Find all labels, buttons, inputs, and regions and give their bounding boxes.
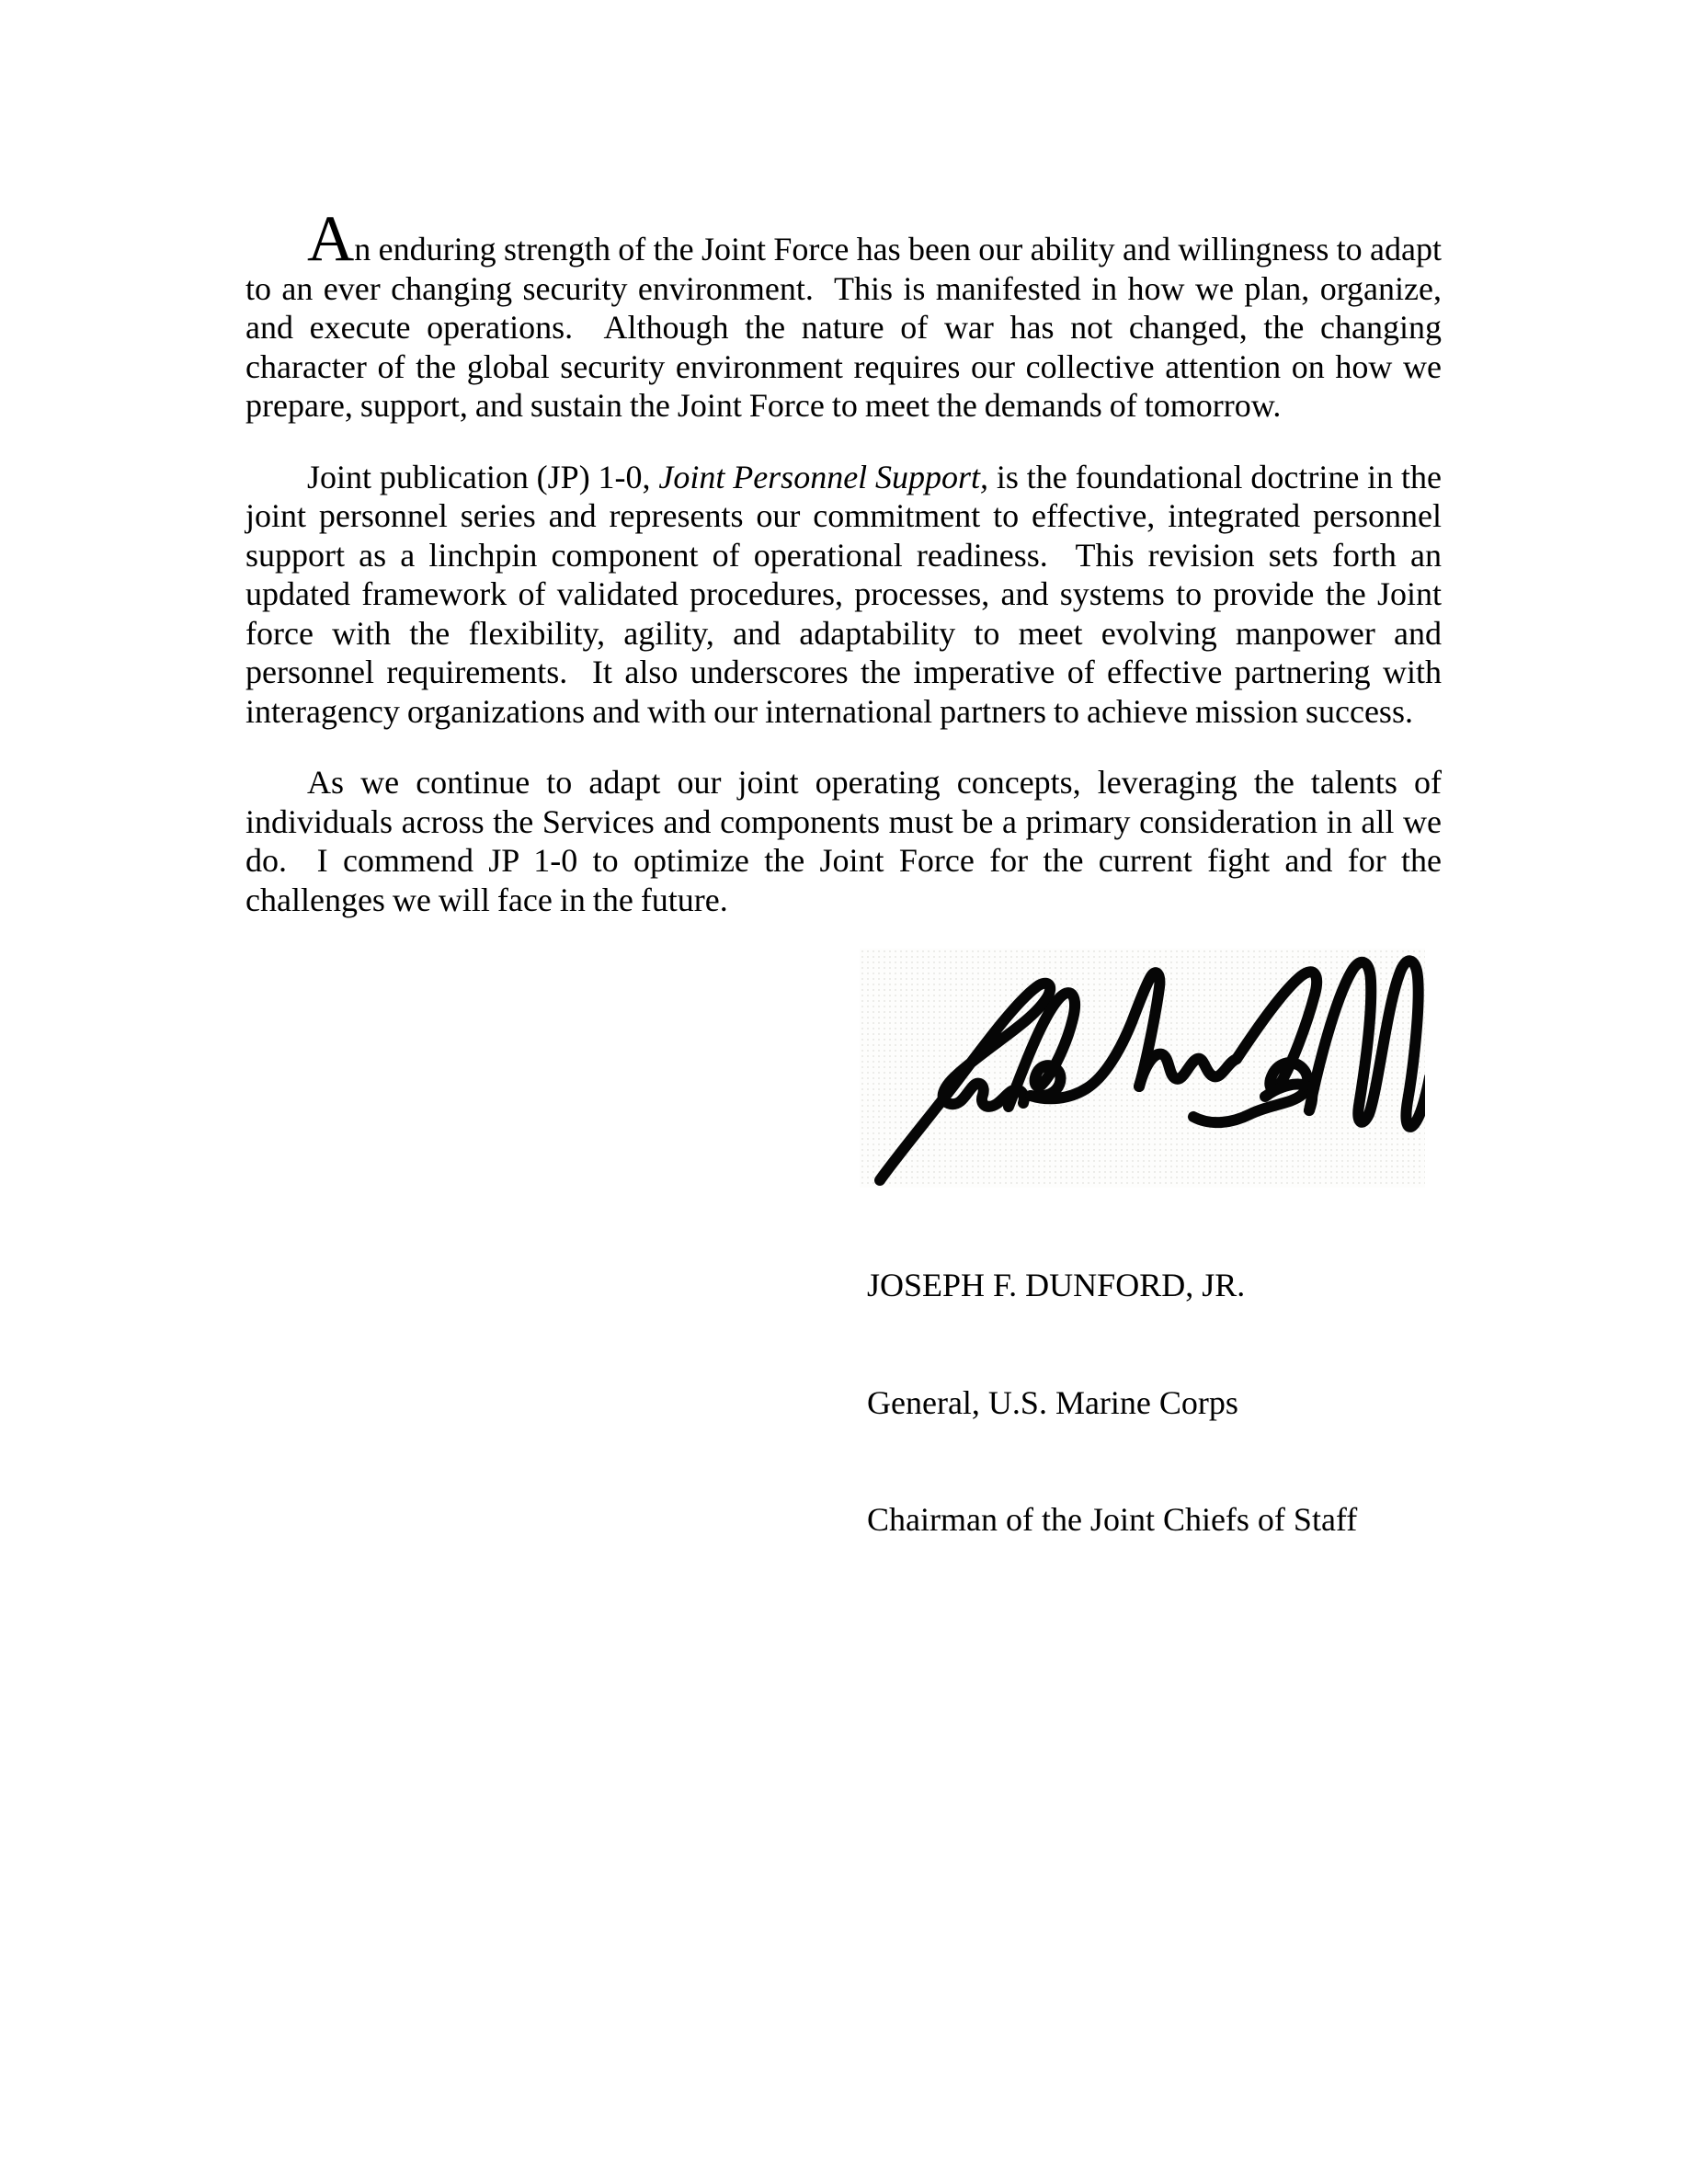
paragraph-doctrine (245, 458, 1450, 732)
signatory-title: Chairman of the Joint Chiefs of Staff (867, 1501, 1358, 1538)
paragraph-opening-text: n enduring strength of the Joint Force has been our ability and willingness to adapt to an ever changing security environment. This is manifested in how we plan, organize, and execute operations. Although the nature of war has not changed, the changing character of the global security environment requires our collective attention on how we prepare, support, and sustain the Joint Force to meet the demands of tomorrow. (245, 231, 1449, 424)
paragraph-closing-text: As we continue to adapt our joint operating concepts, leveraging the talents of individuals across the Services and components must be a primary consideration in all we do. I commend JP 1-0 to optimize the Joint Force for the current fight and for the challenges we will face in the future. (245, 764, 1449, 918)
paragraph-doctrine-lead: Joint publication (JP) 1-0, (307, 458, 659, 495)
paragraph-opening (245, 203, 1449, 426)
paragraph-doctrine-text: is the foundational doctrine in the joint personnel series and represents our commitment to effective, integrated personnel support as a linchpin component of operational readiness. This revision sets forth an updated framework of validated procedures, processes, and systems to provide the Joint force with the flexibility, agility, and adaptability to meet evolving manpower and personnel requirements. It also underscores the imperative of effective partnering with interagency organizations and with our international partners to achieve mission success. (245, 458, 1450, 730)
signatory-name: JOSEPH F. DUNFORD, JR. (867, 1267, 1246, 1303)
publication-title-italic: Joint Personnel Support, (658, 458, 989, 495)
paragraph-closing (245, 763, 1449, 919)
initial-capital: A (307, 203, 355, 275)
signature-block (867, 1188, 1357, 1618)
signatory-rank: General, U.S. Marine Corps (867, 1383, 1238, 1421)
signature-ink-strokes (860, 949, 1425, 1188)
signature-image (860, 949, 1425, 1188)
letter-body (245, 203, 1450, 919)
